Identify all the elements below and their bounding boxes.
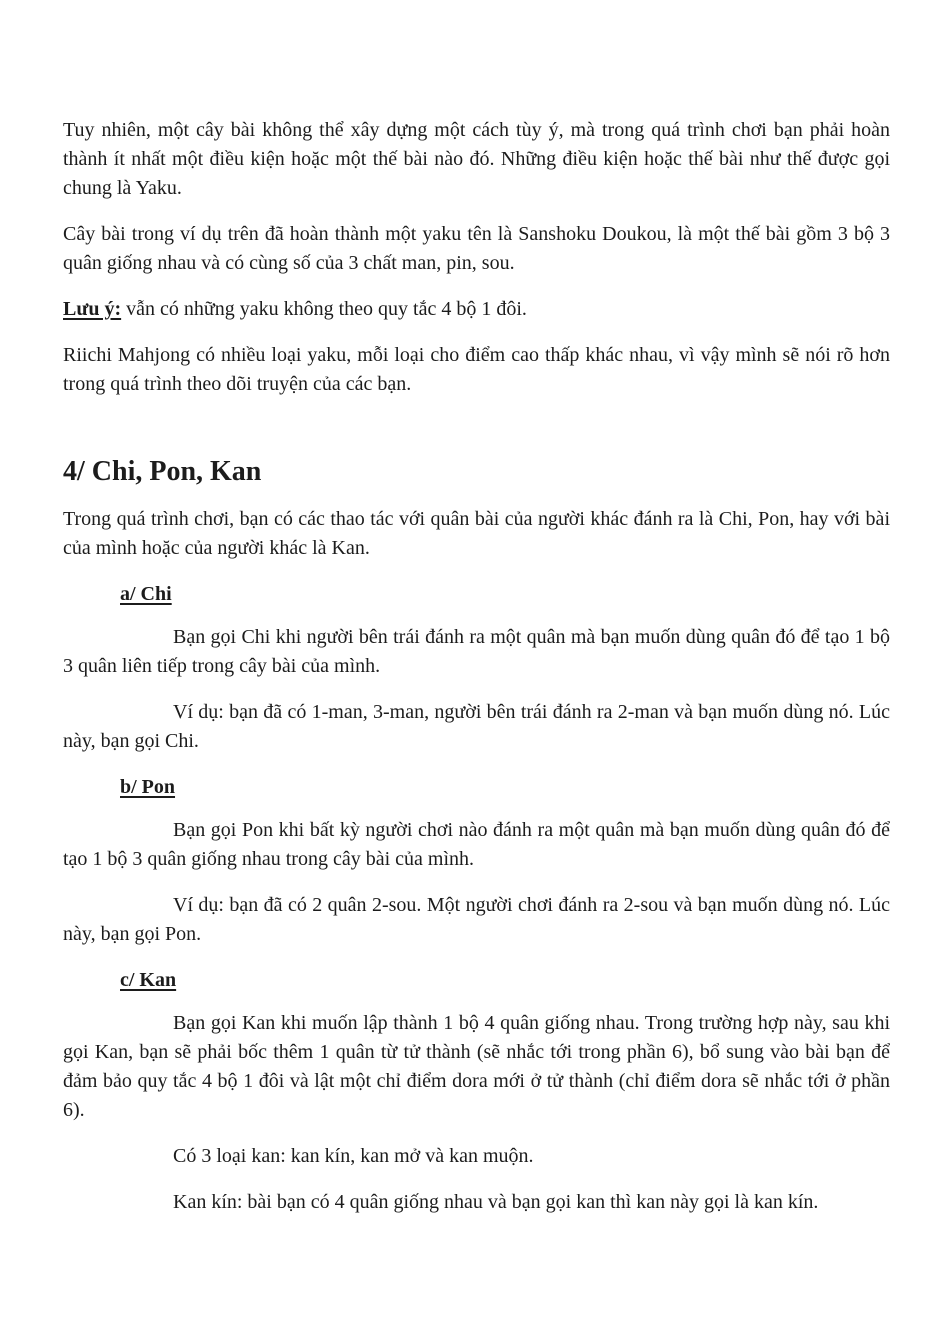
subsection-heading-kan-text: c/ Kan xyxy=(120,969,177,991)
section-heading-chi-pon-kan: 4/ Chi, Pon, Kan xyxy=(63,456,262,487)
chi-example-paragraph: Ví dụ: bạn đã có 1-man, 3-man, người bên trái đánh ra 2-man và bạn muốn dùng nó. Lúc này, bạn gọi Chi. xyxy=(63,701,890,752)
section-lead-paragraph: Trong quá trình chơi, bạn có các thao tác với quân bài của người khác đánh ra là Chi, Pon, hay với bài của mình hoặc của người khác là Kan. xyxy=(63,508,890,559)
intro-paragraph-sanshoku-example: Cây bài trong ví dụ trên đã hoàn thành một yaku tên là Sanshoku Doukou, là một thế bài gồm 3 bộ 3 quân giống nhau và có cùng số của 3 chất man, pin, sou. xyxy=(63,223,890,274)
subsection-heading-chi-text: a/ Chi xyxy=(120,583,172,605)
note-paragraph xyxy=(63,295,890,324)
subsection-heading-kan xyxy=(120,966,890,995)
note-label: Lưu ý: xyxy=(63,298,122,320)
chi-description-paragraph: Bạn gọi Chi khi người bên trái đánh ra một quân mà bạn muốn dùng quân đó để tạo 1 bộ 3 quân liên tiếp trong cây bài của mình. xyxy=(63,626,890,677)
subsection-heading-pon-text: b/ Pon xyxy=(120,776,176,798)
pon-example-paragraph: Ví dụ: bạn đã có 2 quân 2-sou. Một người chơi đánh ra 2-sou và bạn muốn dùng nó. Lúc này, bạn gọi Pon. xyxy=(63,894,890,945)
subsection-heading-pon xyxy=(120,773,890,802)
subsection-heading-chi xyxy=(120,580,890,609)
intro-paragraph-yaku-types: Riichi Mahjong có nhiều loại yaku, mỗi loại cho điểm cao thấp khác nhau, vì vậy mình sẽ nói rõ hơn trong quá trình theo dõi truyện của các bạn. xyxy=(63,344,890,395)
note-text: vẫn có những yaku không theo quy tắc 4 bộ 1 đôi. xyxy=(121,298,527,320)
kan-description-paragraph: Bạn gọi Kan khi muốn lập thành 1 bộ 4 quân giống nhau. Trong trường hợp này, sau khi gọi Kan, bạn sẽ phải bốc thêm 1 quân từ tử thành (sẽ nhắc tới trong phần 6), bổ sung vào bài bạn để đảm bảo quy tắc 4 bộ 1 đôi và lật một chỉ điểm dora mới ở tử thành (chỉ điểm dora sẽ nhắc tới ở phần 6). xyxy=(63,1012,890,1121)
pon-description-paragraph: Bạn gọi Pon khi bất kỳ người chơi nào đánh ra một quân mà bạn muốn dùng quân đó để tạo 1 bộ 3 quân giống nhau trong cây bài của mình. xyxy=(63,819,890,870)
kan-closed-paragraph: Kan kín: bài bạn có 4 quân giống nhau và bạn gọi kan thì kan này gọi là kan kín. xyxy=(173,1191,819,1213)
kan-types-paragraph: Có 3 loại kan: kan kín, kan mở và kan muộn. xyxy=(173,1145,534,1167)
intro-paragraph-yaku-definition: Tuy nhiên, một cây bài không thể xây dựng một cách tùy ý, mà trong quá trình chơi bạn phải hoàn thành ít nhất một điều kiện hoặc một thế bài nào đó. Những điều kiện hoặc thế bài như thế được gọi chung là Yaku. xyxy=(63,119,890,199)
